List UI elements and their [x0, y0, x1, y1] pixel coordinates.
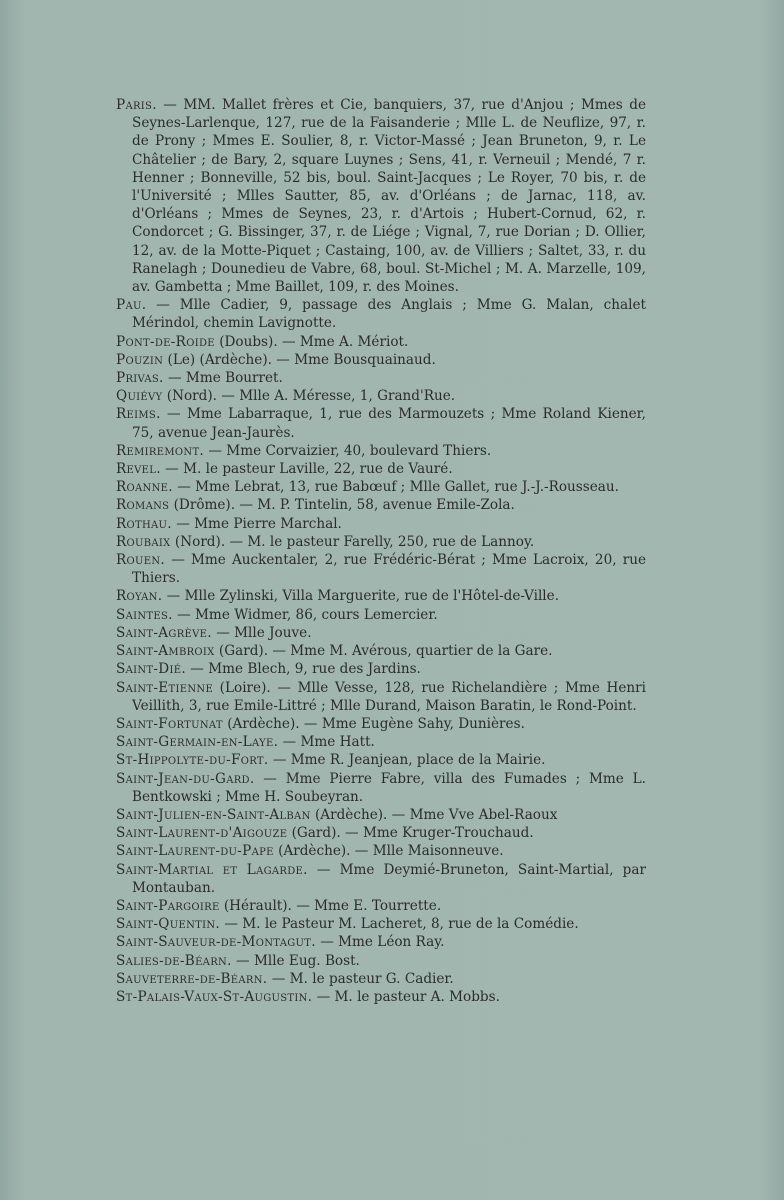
entry-text: — Mme Widmer, 86, cours Lemercier.	[172, 606, 438, 623]
list-item	[116, 624, 646, 642]
list-item	[116, 897, 646, 915]
entry-text: (Le) (Ardèche). — Mme Bousquainaud.	[163, 351, 436, 368]
list-item	[116, 715, 646, 733]
place-name: Roubaix	[116, 533, 171, 550]
address-list	[116, 96, 646, 1006]
list-item	[116, 369, 646, 387]
list-item	[116, 806, 646, 824]
entry-text: — Mme Bourret.	[163, 370, 283, 387]
place-name: Saint-Pargoire	[116, 897, 220, 914]
place-name: Saint-Julien-en-Saint-Alban	[116, 806, 311, 823]
entry-text: — Mme R. Jeanjean, place de la Mairie.	[268, 752, 546, 769]
place-name: Sauveterre-de-Béarn.	[116, 970, 268, 987]
place-name: Quiévy	[116, 388, 163, 405]
list-item	[116, 606, 646, 624]
list-item	[116, 660, 646, 678]
entry-text: (Drôme). — M. P. Tintelin, 58, avenue Emile-Zola.	[169, 497, 515, 514]
entry-text: — M. le pasteur A. Mobbs.	[312, 988, 500, 1005]
place-name: Saintes.	[116, 606, 173, 623]
place-name: Saint-Germain-en-Laye.	[116, 734, 279, 751]
place-name: Pont-de-Roide	[116, 333, 215, 350]
list-item	[116, 405, 646, 441]
list-item	[116, 587, 646, 605]
list-item	[116, 533, 646, 551]
place-name: Revel.	[116, 461, 161, 478]
entry-text: (Gard). — Mme Kruger-Trouchaud.	[287, 825, 534, 842]
place-name: Roanne.	[116, 479, 173, 496]
place-name: Privas.	[116, 370, 164, 387]
entry-text: — Mme Pierre Fabre, villa des Fumades ; Mme L. Bentkowski ; Mme H. Soubeyran.	[132, 770, 646, 805]
entry-text: — MM. Mallet frères et Cie, banquiers, 37, rue d'Anjou ; Mmes de Seynes-Larlenque, 127, rue de la Faisanderie ; Mlle L. de Neuflize, 97, r. de Prony ; Mmes E. Soulier, 8, r. Victor-Massé ; Jean Bruneton, 9, r. Le Châtelier ; de Bary, 2, square Luynes ; Sens, 41, r. Verneuil ; Mendé, 7 r. Henner ; Bonneville, 52 bis, boul. Saint-Jacques ; Le Royer, 70 bis, r. de l'Université ; Mlles Sautter, 85, av. d'Orléans ; de Jarnac, 118, av. d'Orléans ; Mmes de Seynes, 23, r. d'Artois ; Hubert-Cornud, 62, r. Condorcet ; G. Bissinger, 37, r. de Liége ; Vignal, 7, rue Dorian ; D. Ollier, 12, av. de la Motte-Piquet ; Castaing, 100, av. de Villiers ; Saltet, 33, r. du Ranelagh ; Dounedieu de Vabre, 68, boul. St-Michel ; M. A. Marzelle, 109, av. Gambetta ; Mme Baillet, 109, r. des Moines.	[132, 97, 646, 296]
place-name: Remiremont.	[116, 442, 205, 459]
list-item	[116, 751, 646, 769]
entry-text: (Gard). — Mme M. Avérous, quartier de la Gare.	[214, 643, 553, 660]
list-item	[116, 96, 646, 296]
list-item	[116, 970, 646, 988]
entry-text: — Mme Deymié-Bruneton, Saint-Martial, par Montauban.	[132, 861, 646, 896]
entry-text: — Mme Labarraque, 1, rue des Marmouzets ; Mme Roland Kiener, 75, avenue Jean-Jaurès.	[132, 406, 646, 441]
list-item	[116, 551, 646, 587]
place-name: Saint-Laurent-du-Pape	[116, 843, 274, 860]
entry-text: — Mme Corvaizier, 40, boulevard Thiers.	[204, 442, 492, 459]
entry-text: — Mme Pierre Marchal.	[171, 515, 342, 532]
place-name: St-Hippolyte-du-Fort.	[116, 752, 269, 769]
entry-text: — Mme Lebrat, 13, rue Babœuf ; Mlle Gallet, rue J.-J.-Rousseau.	[172, 479, 619, 496]
entry-text: (Nord). — M. le pasteur Farelly, 250, rue de Lannoy.	[170, 533, 535, 550]
place-name: Saint-Etienne	[116, 679, 214, 696]
place-name: Saint-Sauveur-de-Montagut.	[116, 934, 316, 951]
place-name: Romans	[116, 497, 170, 514]
entry-text: — Mlle Cadier, 9, passage des Anglais ; Mme G. Malan, chalet Mérindol, chemin Lavignotte.	[132, 297, 646, 332]
place-name: Rouen.	[116, 552, 166, 569]
entry-text: — Mme Hatt.	[278, 734, 375, 751]
list-item	[116, 824, 646, 842]
list-item	[116, 952, 646, 970]
place-name: St-Palais-Vaux-St-Augustin.	[116, 988, 313, 1005]
entry-text: — M. le pasteur Laville, 22, rue de Vauré.	[160, 461, 453, 478]
entry-text: — Mlle Eug. Bost.	[231, 952, 360, 969]
list-item	[116, 442, 646, 460]
place-name: Saint-Dié.	[116, 661, 186, 678]
list-item	[116, 933, 646, 951]
list-item	[116, 915, 646, 933]
place-name: Saint-Agrève.	[116, 624, 212, 641]
place-name: Saint-Martial et Lagarde.	[116, 861, 308, 878]
entry-text: (Doubs). — Mme A. Mériot.	[214, 333, 409, 350]
list-item	[116, 333, 646, 351]
place-name: Salies-de-Béarn.	[116, 952, 232, 969]
entry-text: — Mlle Zylinski, Villa Marguerite, rue de l'Hôtel-de-Ville.	[162, 588, 560, 605]
entry-text: — M. le pasteur G. Cadier.	[267, 970, 454, 987]
entry-text: (Hérault). — Mme E. Tourrette.	[219, 897, 442, 914]
list-item	[116, 460, 646, 478]
place-name: Saint-Fortunat	[116, 715, 223, 732]
entry-text: (Ardèche). — Mme Eugène Sahy, Dunières.	[222, 715, 525, 732]
list-item	[116, 515, 646, 533]
list-item	[116, 387, 646, 405]
place-name: Saint-Jean-du-Gard.	[116, 770, 255, 787]
place-name: Saint-Ambroix	[116, 643, 215, 660]
entry-text: (Nord). — Mlle A. Méresse, 1, Grand'Rue.	[162, 388, 456, 405]
place-name: Pau.	[116, 297, 147, 314]
place-name: Saint-Laurent-d'Aigouze	[116, 825, 288, 842]
entry-text: (Ardèche). — Mlle Maisonneuve.	[273, 843, 504, 860]
list-item	[116, 770, 646, 806]
entry-text: — Mme Auckentaler, 2, rue Frédéric-Bérat ; Mme Lacroix, 20, rue Thiers.	[132, 552, 646, 587]
entry-text: — Mme Blech, 9, rue des Jardins.	[185, 661, 421, 678]
place-name: Saint-Quentin.	[116, 916, 221, 933]
list-item	[116, 642, 646, 660]
list-item	[116, 733, 646, 751]
entry-text: — M. le Pasteur M. Lacheret, 8, rue de la Comédie.	[220, 916, 579, 933]
list-item	[116, 988, 646, 1006]
list-item	[116, 842, 646, 860]
list-item	[116, 296, 646, 332]
list-item	[116, 478, 646, 496]
entry-text: — Mme Léon Ray.	[315, 934, 445, 951]
place-name: Royan.	[116, 588, 163, 605]
list-item	[116, 496, 646, 514]
place-name: Reims.	[116, 406, 161, 423]
entry-text: (Ardèche). — Mme Vve Abel-Raoux	[310, 806, 558, 823]
place-name: Paris.	[116, 97, 157, 113]
list-item	[116, 861, 646, 897]
list-item	[116, 679, 646, 715]
list-item	[116, 351, 646, 369]
entry-text: — Mlle Jouve.	[211, 624, 312, 641]
place-name: Pouzin	[116, 351, 164, 368]
place-name: Rothau.	[116, 515, 172, 532]
entry-text: (Loire). — Mlle Vesse, 128, rue Richelandière ; Mme Henri Veillith, 3, rue Emile-Littré ; Mlle Durand, Maison Baratin, le Rond-Point.	[132, 679, 646, 714]
